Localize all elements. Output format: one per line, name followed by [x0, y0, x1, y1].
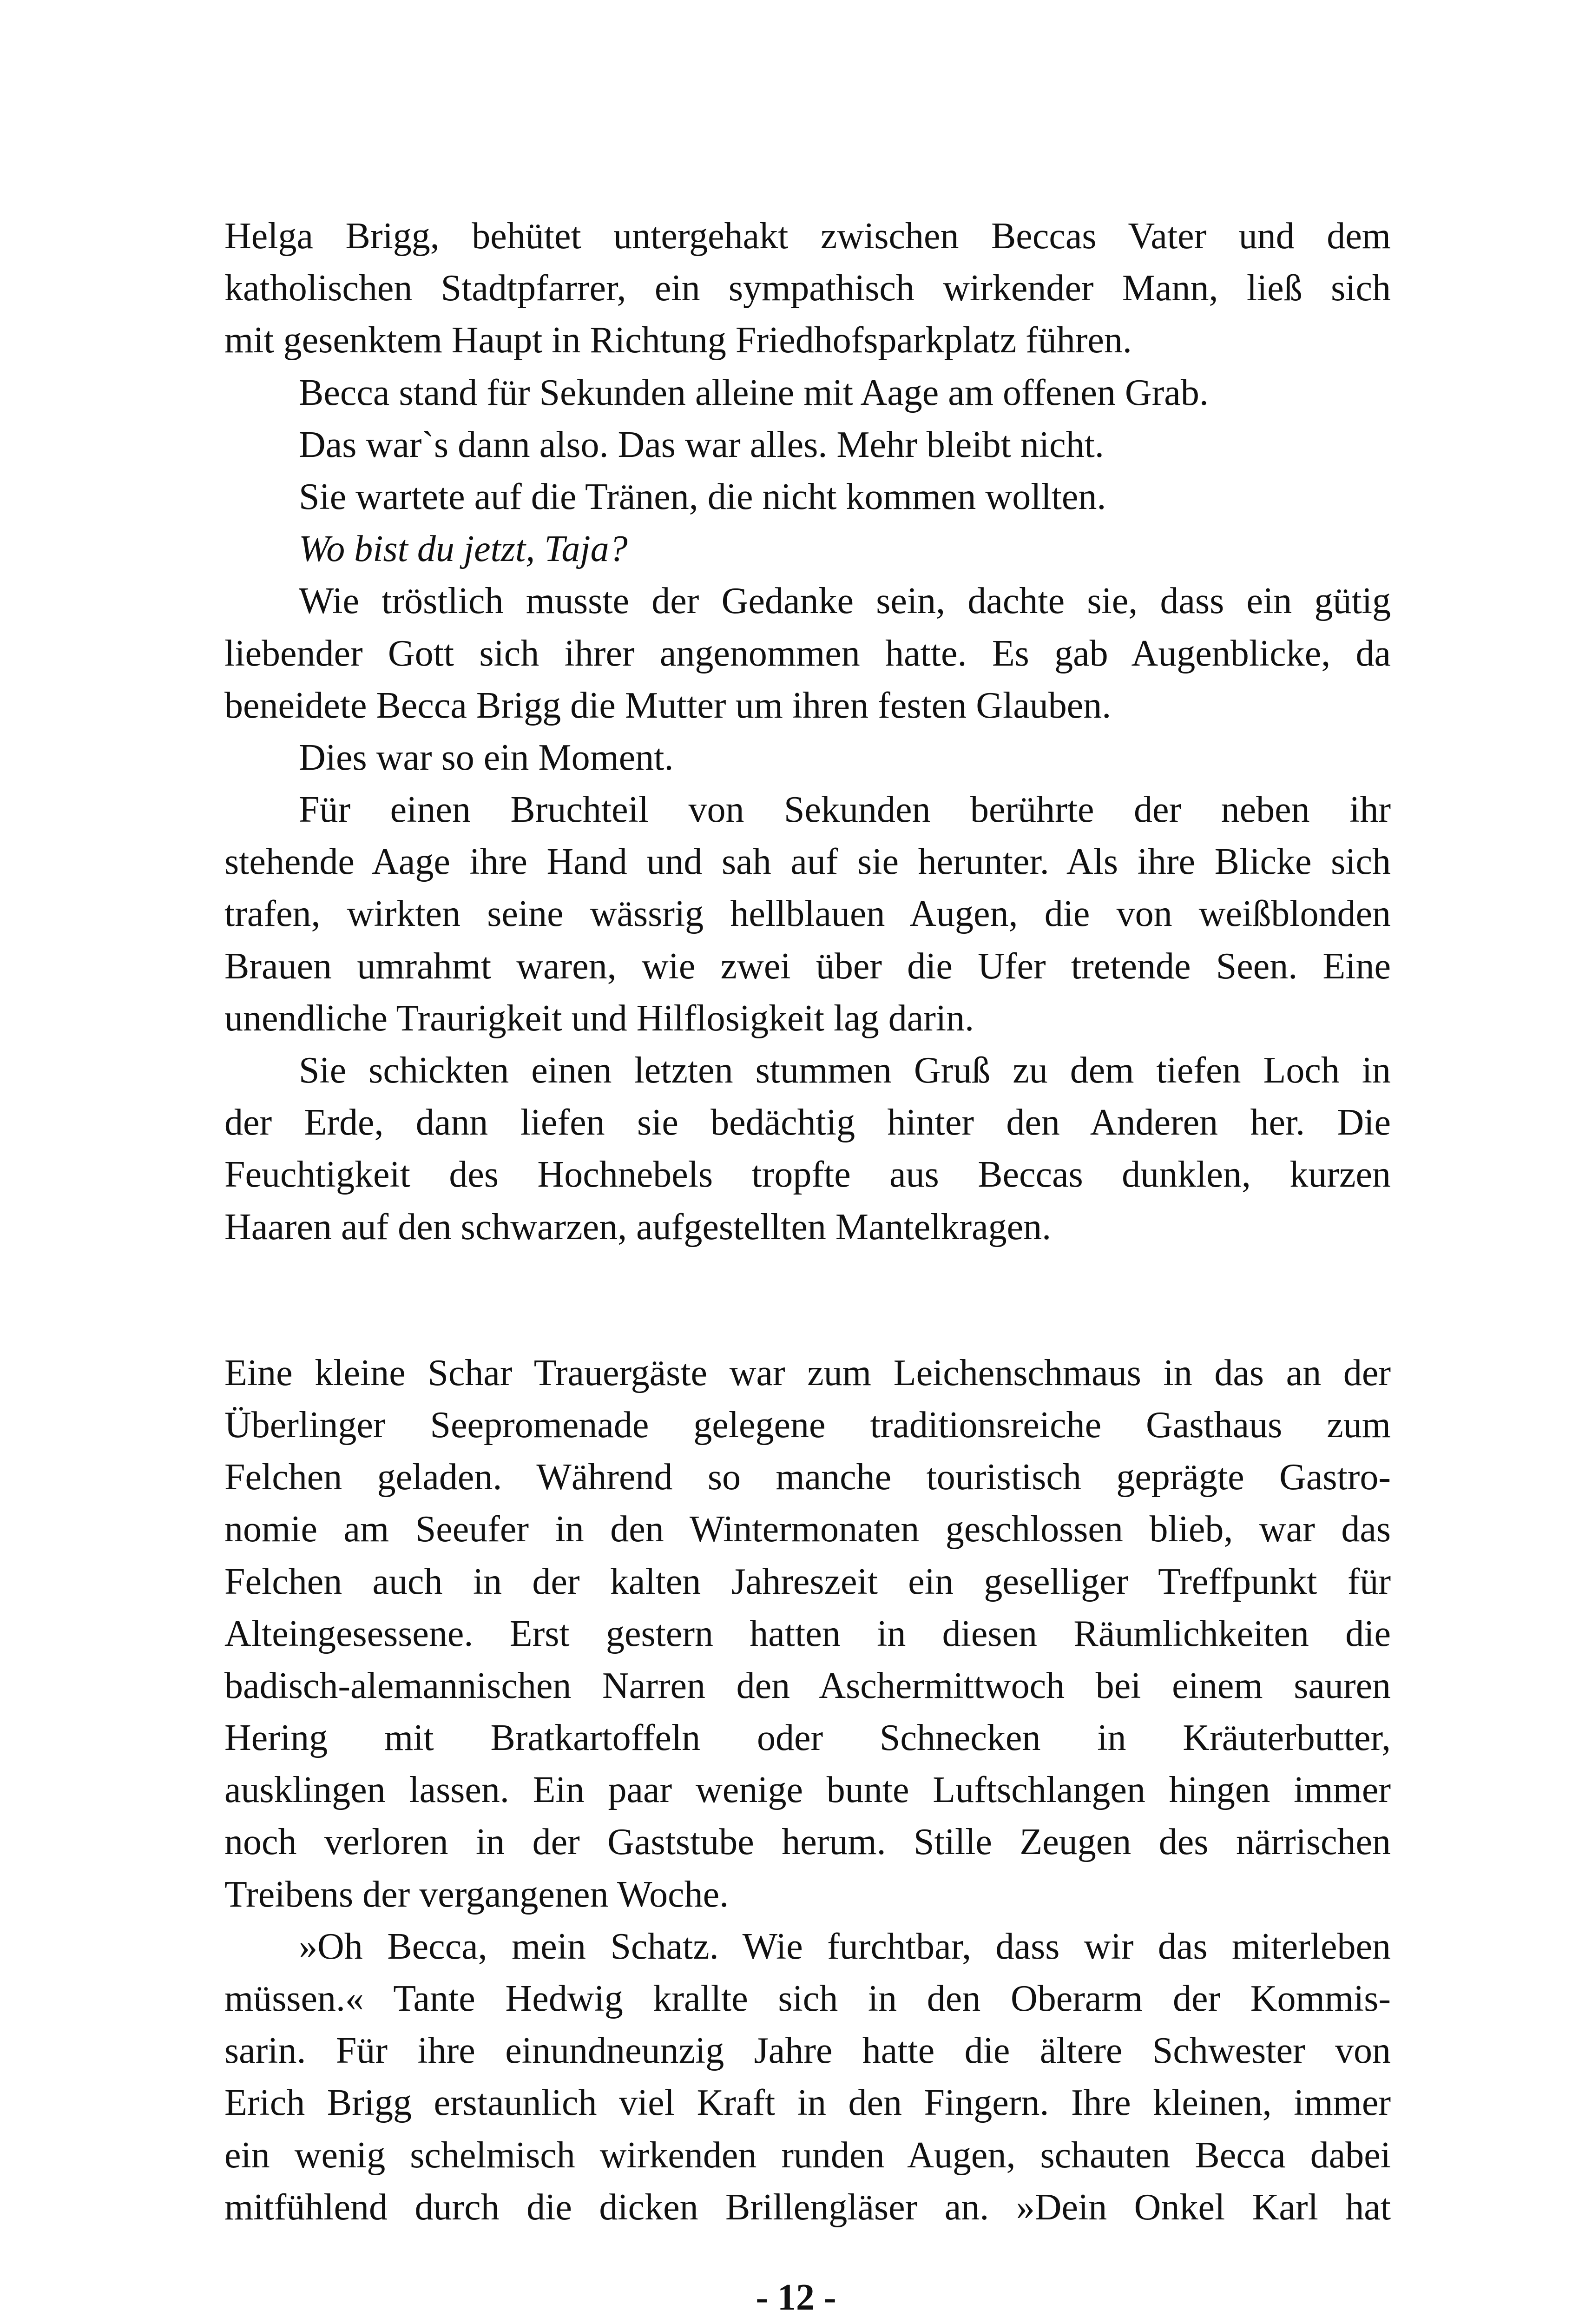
paragraph [224, 523, 1391, 575]
text-line: Wo bist du jetzt, Taja? [299, 528, 628, 570]
paragraph [224, 1347, 1391, 1921]
page-number: - 12 - [756, 2277, 836, 2318]
text-line: noch verloren in der Gaststube herum. Stille Zeugen des närrischen [224, 1822, 1391, 1863]
text-line: Brauen umrahmt waren, wie zwei über die Ufer tretende Seen. Eine [224, 945, 1391, 987]
paragraph [224, 1921, 1391, 2233]
paragraph [224, 784, 1391, 1044]
text-line: Erich Brigg erstaunlich viel Kraft in den Fingern. Ihre kleinen, immer [224, 2082, 1391, 2124]
text-line: mitfühlend durch die dicken Brillengläser an. »Dein Onkel Karl hat [224, 2186, 1391, 2228]
text-line: unendliche Traurigkeit und Hilflosigkeit lag darin. [224, 997, 974, 1039]
section-break [224, 1253, 1391, 1347]
text-line: mit gesenktem Haupt in Richtung Friedhofsparkplatz führen. [224, 320, 1132, 361]
text-line: Überlinger Seepromenade gelegene traditionsreiche Gasthaus zum [224, 1404, 1391, 1446]
paragraph [224, 471, 1391, 523]
text-line: der Erde, dann liefen sie bedächtig hinter den Anderen her. Die [224, 1102, 1391, 1143]
text-line: Dies war so ein Moment. [299, 737, 674, 778]
text-line: Wie tröstlich musste der Gedanke sein, dachte sie, dass ein gütig [299, 581, 1391, 622]
text-line: nomie am Seeufer in den Wintermonaten geschlossen blieb, war das [224, 1509, 1391, 1550]
text-line: Das war`s dann also. Das war alles. Mehr bleibt nicht. [299, 424, 1104, 465]
text-line: Felchen geladen. Während so manche touristisch geprägte Gastro- [224, 1457, 1391, 1498]
text-line: katholischen Stadtpfarrer, ein sympathisch wirkender Mann, ließ sich [224, 268, 1391, 309]
text-line: Treibens der vergangenen Woche. [224, 1874, 729, 1915]
text-line: beneidete Becca Brigg die Mutter um ihren festen Glauben. [224, 685, 1112, 726]
text-line: Haaren auf den schwarzen, aufgestellten Mantelkragen. [224, 1206, 1052, 1248]
paragraph [224, 732, 1391, 784]
text-line: sarin. Für ihre einundneunzig Jahre hatte die ältere Schwester von [224, 2030, 1391, 2072]
text-line: »Oh Becca, mein Schatz. Wie furchtbar, dass wir das miterleben [299, 1926, 1391, 1967]
paragraph [224, 367, 1391, 419]
paragraph [224, 419, 1391, 471]
text-line: liebender Gott sich ihrer angenommen hatte. Es gab Augenblicke, da [224, 633, 1391, 674]
paragraph [224, 575, 1391, 732]
paragraph [224, 1044, 1391, 1253]
text-line: Helga Brigg, behütet untergehakt zwischen Beccas Vater und dem [224, 216, 1391, 257]
text-line: Felchen auch in der kalten Jahreszeit ein geselliger Treffpunkt für [224, 1561, 1391, 1602]
text-line: stehende Aage ihre Hand und sah auf sie herunter. Als ihre Blicke sich [224, 841, 1391, 883]
text-line: badisch-alemannischen Narren den Aschermittwoch bei einem sauren [224, 1665, 1391, 1706]
text-line: Sie schickten einen letzten stummen Gruß zu dem tiefen Loch in [299, 1050, 1391, 1091]
text-line: Hering mit Bratkartoffeln oder Schnecken in Kräuterbutter, [224, 1717, 1391, 1759]
text-line: ausklingen lassen. Ein paar wenige bunte Luftschlangen hingen immer [224, 1769, 1391, 1811]
text-line: Becca stand für Sekunden alleine mit Aage am offenen Grab. [299, 372, 1209, 413]
text-line: ein wenig schelmisch wirkenden runden Augen, schauten Becca dabei [224, 2134, 1391, 2176]
paragraph [224, 210, 1391, 367]
text-line: Feuchtigkeit des Hochnebels tropfte aus Beccas dunklen, kurzen [224, 1154, 1391, 1195]
text-line: müssen.« Tante Hedwig krallte sich in den Oberarm der Kommis- [224, 1978, 1391, 2019]
text-line: Für einen Bruchteil von Sekunden berührte der neben ihr [299, 789, 1391, 831]
text-line: Sie wartete auf die Tränen, die nicht kommen wollten. [299, 476, 1106, 517]
text-line: Eine kleine Schar Trauergäste war zum Leichenschmaus in das an der [224, 1352, 1391, 1393]
text-line: Alteingesessene. Erst gestern hatten in diesen Räumlichkeiten die [224, 1613, 1391, 1654]
body-text [224, 210, 1391, 2233]
text-line: trafen, wirkten seine wässrig hellblauen Augen, die von weißblonden [224, 893, 1391, 935]
